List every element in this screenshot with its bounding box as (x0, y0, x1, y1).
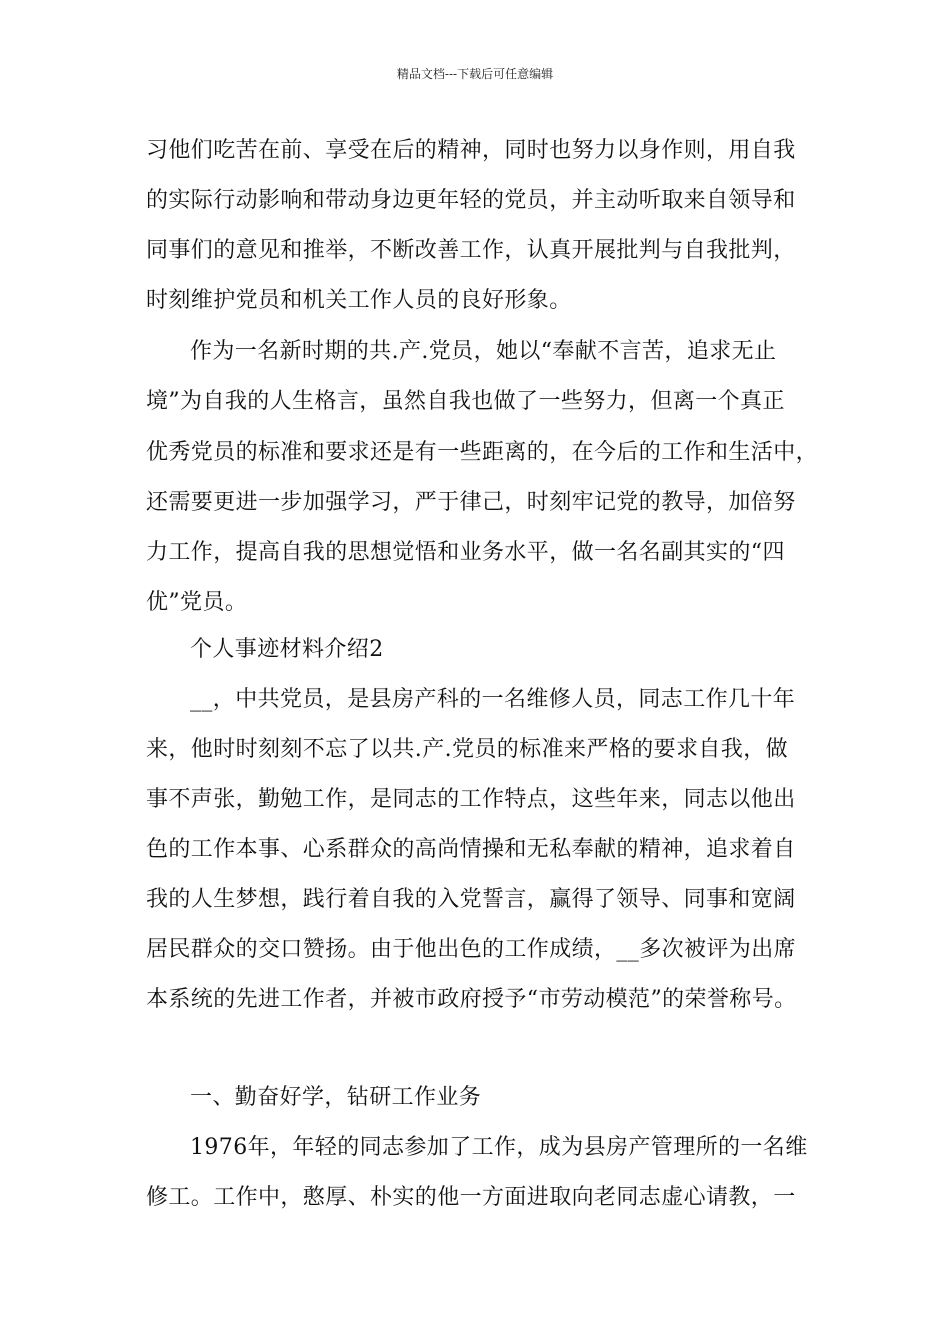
body-line: 事不声张，勤勉工作，是同志的工作特点，这些年来，同志以他出 (146, 787, 796, 812)
body-line: 境”为自我的人生格言，虽然自我也做了一些努力，但离一个真正 (146, 389, 785, 414)
body-line: 来，他时时刻刻不忘了以共.产.党员的标准来严格的要求自我，做 (146, 737, 788, 762)
body-line: 修工。工作中，憨厚、朴实的他一方面进取向老同志虚心请教，一 (146, 1185, 796, 1210)
section-title: 个人事迹材料介绍2 (190, 637, 384, 662)
body-line: 的实际行动影响和带动身边更年轻的党员，并主动听取来自领导和 (146, 188, 796, 213)
body-line: 同事们的意见和推举，不断改善工作，认真开展批判与自我批判， (146, 238, 796, 263)
body-line: 习他们吃苦在前、享受在后的精神，同时也努力以身作则，用自我 (146, 138, 796, 163)
body-line: 色的工作本事、心系群众的高尚情操和无私奉献的精神，追求着自 (146, 837, 796, 862)
body-line: 力工作，提高自我的思想觉悟和业务水平，做一名名副其实的“四 (146, 540, 785, 565)
body-line: 还需要更进一步加强学习，严于律己，时刻牢记党的教导，加倍努 (146, 490, 796, 515)
page-header: 精品文档---下载后可任意编辑 (396, 67, 554, 81)
body-line: 优”党员。 (146, 590, 248, 615)
body-line: 我的人生梦想，践行着自我的入党誓言，赢得了领导、同事和宽阔 (146, 887, 796, 912)
body-line: 居民群众的交口赞扬。由于他出色的工作成绩，__多次被评为出席 (146, 937, 797, 962)
paragraph-first-line: __，中共党员，是县房产科的一名维修人员，同志工作几十年 (190, 687, 796, 712)
subsection-heading: 一、勤奋好学，钻研工作业务 (190, 1085, 482, 1110)
body-line: 本系统的先进工作者，并被市政府授予“市劳动模范”的荣誉称号。 (146, 987, 797, 1012)
body-line: 优秀党员的标准和要求还是有一些距离的，在今后的工作和生活中， (146, 440, 819, 465)
body-line: 时刻维护党员和机关工作人员的良好形象。 (146, 288, 572, 313)
paragraph-first-line: 1976年，年轻的同志参加了工作，成为县房产管理所的一名维 (190, 1135, 808, 1160)
paragraph-first-line: 作为一名新时期的共.产.党员，她以“奉献不言苦，追求无止 (190, 339, 777, 364)
